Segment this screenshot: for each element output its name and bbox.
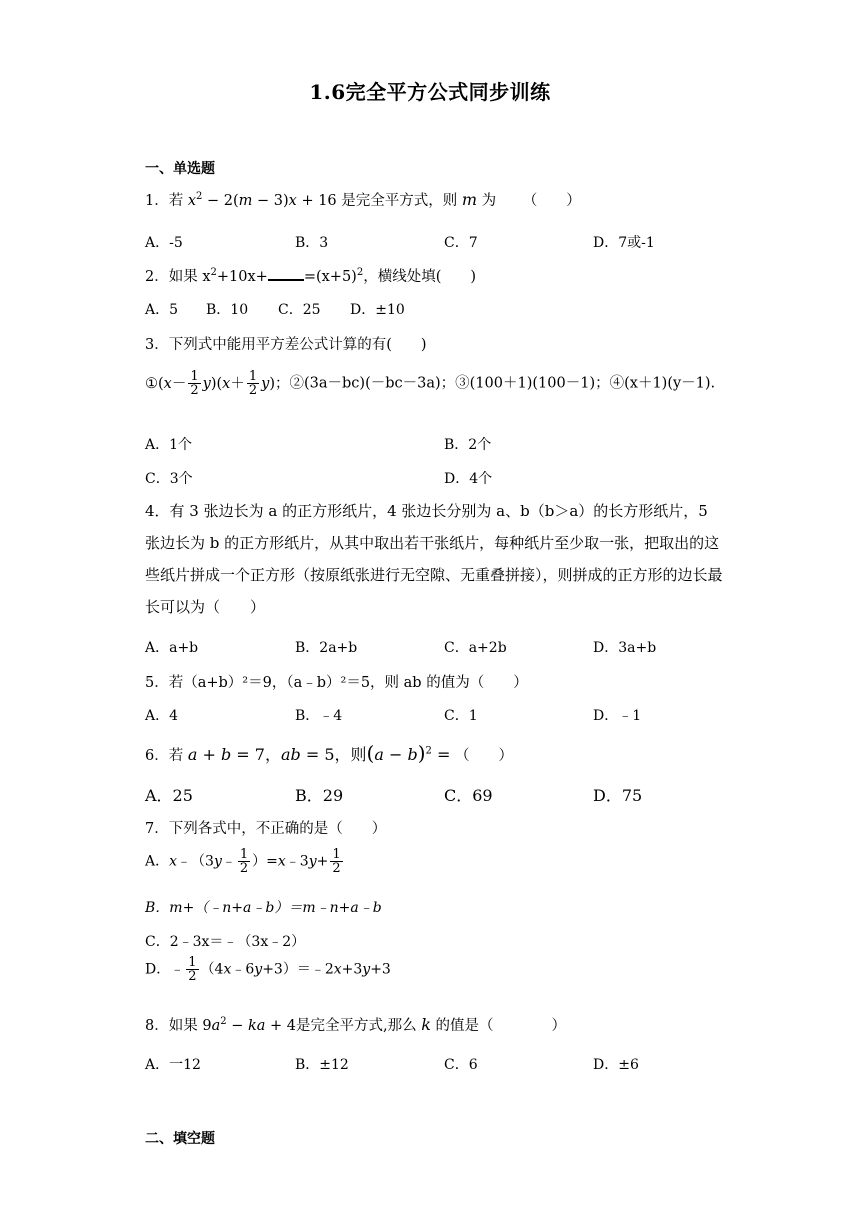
q3-item-1: ①(x－ $\frac{1}{2}$ y)(x＋ $\frac{1}{2}$ y)；: [145, 369, 290, 398]
q7-option-a-label: A．: [145, 853, 170, 870]
q5-option-b: B．﹣4: [295, 708, 343, 724]
q3-option-c: C．3个: [145, 471, 193, 487]
q8-option-a: A．一12: [145, 1057, 201, 1073]
q8-option-d: D．±6: [593, 1057, 639, 1073]
section-heading-fill-in: 二、填空题: [145, 1131, 215, 1147]
q1-end: 为: [481, 193, 497, 209]
q5-option-a: A．4: [145, 708, 179, 724]
q3-expressions: [145, 370, 715, 397]
q7-option-a: A．x﹣（3y﹣ $\frac{1}{2}$ ）=x﹣3y+ $\frac{1}{2}$: [145, 847, 341, 876]
question-3: 3．下列式中能用平方差公式计算的有( ): [145, 337, 427, 353]
q3-items-rest: ②(3a－bc)(－bc－3a)；③(100＋1)(100－1)；④(x＋1)(y－1).: [289, 375, 716, 392]
q3-option-b: B．2个: [444, 437, 492, 453]
q6-prefix: 6．若: [145, 748, 184, 764]
question-5: 5．若（a+b）²＝9，（a﹣b）²＝5，则 ab 的值为（ ）: [145, 675, 528, 691]
q8-text: 是完全平方式,那么: [296, 1018, 417, 1034]
q1-option-c: C．7: [444, 235, 478, 251]
q1-var: m: [461, 190, 478, 209]
q2-end: ，横线处填( ): [363, 269, 477, 285]
question-7: 7．下列各式中，不正确的是（ ）: [145, 821, 387, 837]
q6-end: （ ）: [455, 748, 514, 764]
q2-option-d: D．±10: [350, 302, 405, 318]
q1-expression: $x^2 - 2(m - 3)x + 16$: [187, 191, 337, 209]
page-title: 1.6完全平方公式同步训练: [309, 80, 551, 104]
q8-option-c: C．6: [444, 1057, 478, 1073]
q7-option-c: C．2﹣3x＝﹣（3x﹣2）: [145, 934, 306, 950]
q6-option-d: D．75: [593, 786, 643, 805]
q3-option-a: A．1个: [145, 437, 193, 453]
q1-option-a: A．-5: [145, 235, 183, 251]
answer-blank: [268, 267, 304, 281]
q4-option-b: B．2a+b: [295, 640, 358, 656]
q1-paren: （ ）: [522, 193, 581, 209]
question-6: [145, 741, 513, 765]
q6-option-c: C．69: [444, 786, 493, 805]
q8-end: 的值是（ ）: [435, 1018, 567, 1034]
q2-option-b: B．10: [206, 302, 249, 318]
q6-expression: a + b = 7，ab = 5，则$(a - b)^2$ =: [187, 741, 451, 765]
q4-option-a: A．a+b: [145, 640, 199, 656]
question-8: [145, 1014, 566, 1035]
q4-option-d: D．3a+b: [593, 640, 657, 656]
q8-expression: $9a^2$ − ka + 4: [202, 1016, 297, 1034]
q3-option-d: D．4个: [444, 471, 493, 487]
q7-option-d-label: D．: [145, 961, 171, 978]
q4-option-c: C．a+2b: [444, 640, 507, 656]
question-2: 2．如果 $x^2+10x+ =(x+5)^2$，横线处填( ): [145, 267, 477, 285]
q2-mid: +10x+: [216, 269, 268, 285]
q6-option-a: A．25: [145, 786, 193, 805]
q2-option-c: C．25: [278, 302, 321, 318]
section-heading-single-choice: 一、单选题: [145, 161, 215, 177]
q6-option-b: B．29: [295, 786, 344, 805]
q2-option-a: A．5: [145, 302, 179, 318]
q7-option-b: B．m+（﹣n+a﹣b）＝m﹣n+a﹣b: [145, 900, 382, 916]
q5-option-d: D．﹣1: [593, 708, 642, 724]
q1-text: 是完全平方式，则: [341, 193, 458, 209]
question-4: 4．有 3 张边长为 a 的正方形纸片，4 张边长分别为 a、b（b＞a）的长方形纸片，5 张边长为 b 的正方形纸片，从其中取出若干张纸片，每种纸片至少取一张，把取出的这些纸片拼成一个正方形（按原纸张进行无空隙、无重叠拼接），则拼成的正方形的边长最长可以为（ ）: [145, 502, 723, 616]
q8-var: k: [421, 1015, 431, 1034]
q7-option-d: D．﹣ $\frac{1}{2}$ （4x﹣6y+3）＝﹣2x+3y+3: [145, 955, 391, 984]
q1-option-b: B．3: [295, 235, 329, 251]
q5-option-c: C．1: [444, 708, 478, 724]
q1-prefix: 1．若: [145, 193, 184, 209]
q2-prefix: 2．如果 x: [145, 269, 211, 285]
q8-prefix: 8．如果: [145, 1018, 198, 1034]
question-1: [145, 189, 581, 210]
q8-option-b: B．±12: [295, 1057, 349, 1073]
q1-option-d: D．7或-1: [593, 235, 655, 251]
q2-post: =(x+5): [303, 269, 357, 285]
